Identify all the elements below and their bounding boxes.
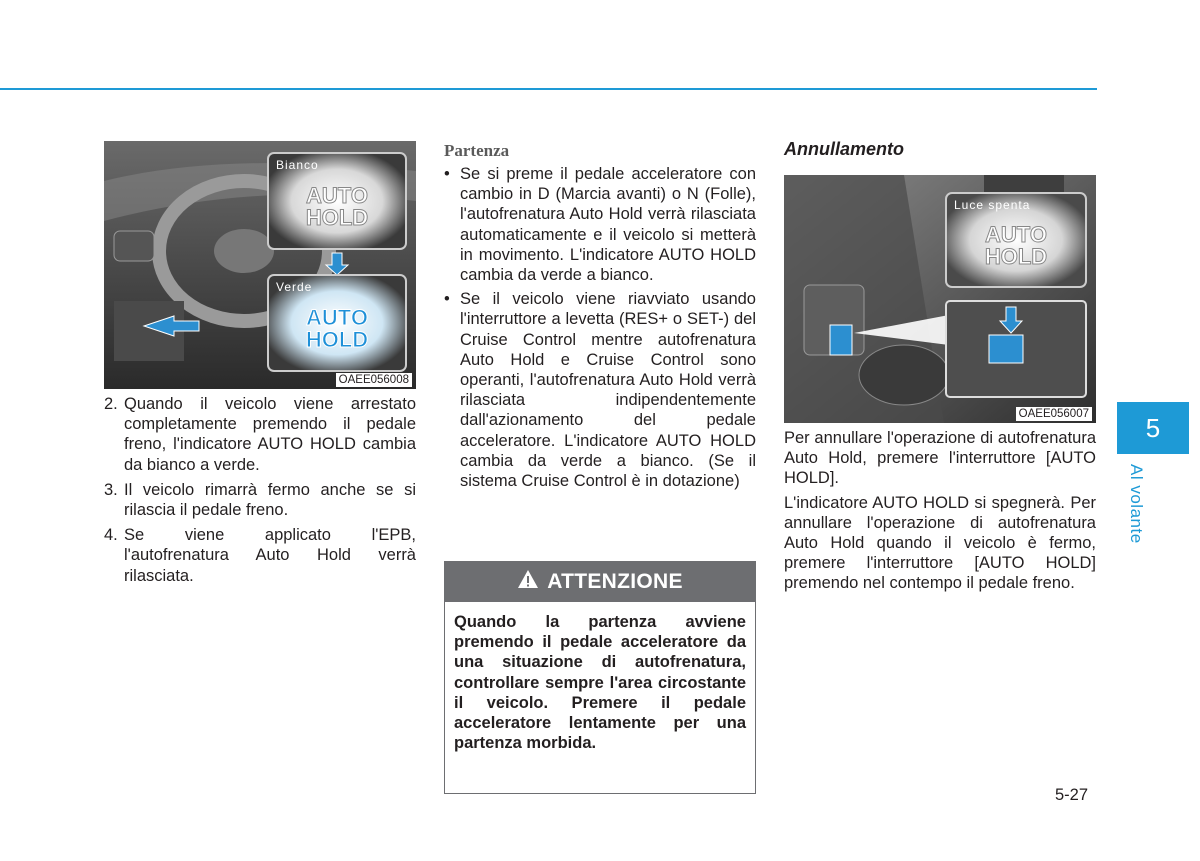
list-number: 4.	[104, 526, 118, 545]
list-item	[104, 480, 416, 520]
figure-label-off: Luce spenta	[954, 198, 1031, 212]
warning-title: ATTENZIONE	[547, 570, 683, 593]
indicator-green-line1: AUTO	[306, 305, 368, 330]
bullet-list	[444, 164, 756, 495]
bullet-text: Se il veicolo viene riavviato usando l'interruttore a levetta (RES+ o SET-) del Cruise Control mentre autofrenatura Auto Hold e Cruise Control sono operanti, l'autofrenatura Auto Hold verrà rilasciata indipendentemente dall'azionamento del pedale acceleratore. L'indicatore AUTO HOLD cambia da verde a bianco. (Se il sistema Cruise Control è in dotazione)	[460, 290, 756, 491]
indicator-off-line2: HOLD	[984, 244, 1048, 269]
list-text: Quando il veicolo viene arrestato completamente premendo il pedale freno, l'indicatore AUTO HOLD cambia da bianco a verde.	[124, 395, 416, 474]
list-item	[104, 525, 416, 586]
header-rule	[0, 88, 1097, 90]
warning-body: Quando la partenza avviene premendo il pedale acceleratore da una situazione di autofrenatura, controllare sempre l'area circostante il veicolo. Premere il pedale acceleratore lentamente per una partenza morbida.	[454, 613, 746, 753]
figure-label-top: Bianco	[276, 158, 319, 172]
list-item	[104, 394, 416, 475]
bullet-item	[444, 164, 756, 285]
section-heading-annullamento: Annullamento	[784, 139, 904, 159]
figure-auto-hold-indicator	[104, 141, 416, 389]
figure-label-bottom: Verde	[276, 280, 313, 294]
indicator-text-line1: AUTO	[306, 183, 368, 208]
warning-header	[445, 562, 755, 602]
chapter-tab: 5	[1117, 402, 1189, 454]
figure-code: OAEE056008	[336, 373, 412, 387]
section-heading-partenza: Partenza	[444, 141, 510, 160]
warning-triangle-icon	[517, 569, 539, 595]
list-text: Il veicolo rimarrà fermo anche se si rilascia il pedale freno.	[124, 480, 416, 520]
figure-code: OAEE056007	[1016, 407, 1092, 421]
indicator-green-line2: HOLD	[305, 327, 369, 352]
chapter-title: Al volante	[1127, 464, 1146, 544]
steps-list	[104, 394, 416, 591]
warning-box	[444, 561, 756, 794]
indicator-text-line2: HOLD	[305, 205, 369, 230]
paragraph: Per annullare l'operazione di autofrenatura Auto Hold, premere l'interruttore [AUTO HOLD].	[784, 429, 1096, 488]
figure-auto-hold-switch	[784, 175, 1096, 423]
bullet-text: Se si preme il pedale acceleratore con cambio in D (Marcia avanti) o N (Folle), l'autofrenatura Auto Hold verrà rilasciata automaticamente e il veicolo si metterà in movimento. L'indicatore AUTO HOLD cambia da verde a bianco.	[460, 165, 756, 285]
list-number: 2.	[104, 395, 118, 413]
page-number: 5-27	[1055, 786, 1089, 804]
list-number: 3.	[104, 480, 118, 499]
paragraph: L'indicatore AUTO HOLD si spegnerà. Per annullare l'operazione di autofrenatura Auto Hold quando il veicolo è fermo, premere l'interruttore [AUTO HOLD] premendo nel contempo il pedale freno.	[784, 493, 1096, 593]
bullet-icon: •	[444, 290, 450, 309]
list-text: Se viene applicato l'EPB, l'autofrenatura Auto Hold verrà rilasciata.	[124, 526, 416, 585]
bullet-icon: •	[444, 165, 450, 183]
indicator-off-line1: AUTO	[985, 222, 1047, 247]
bullet-item	[444, 289, 756, 491]
annullamento-text	[784, 428, 1096, 598]
